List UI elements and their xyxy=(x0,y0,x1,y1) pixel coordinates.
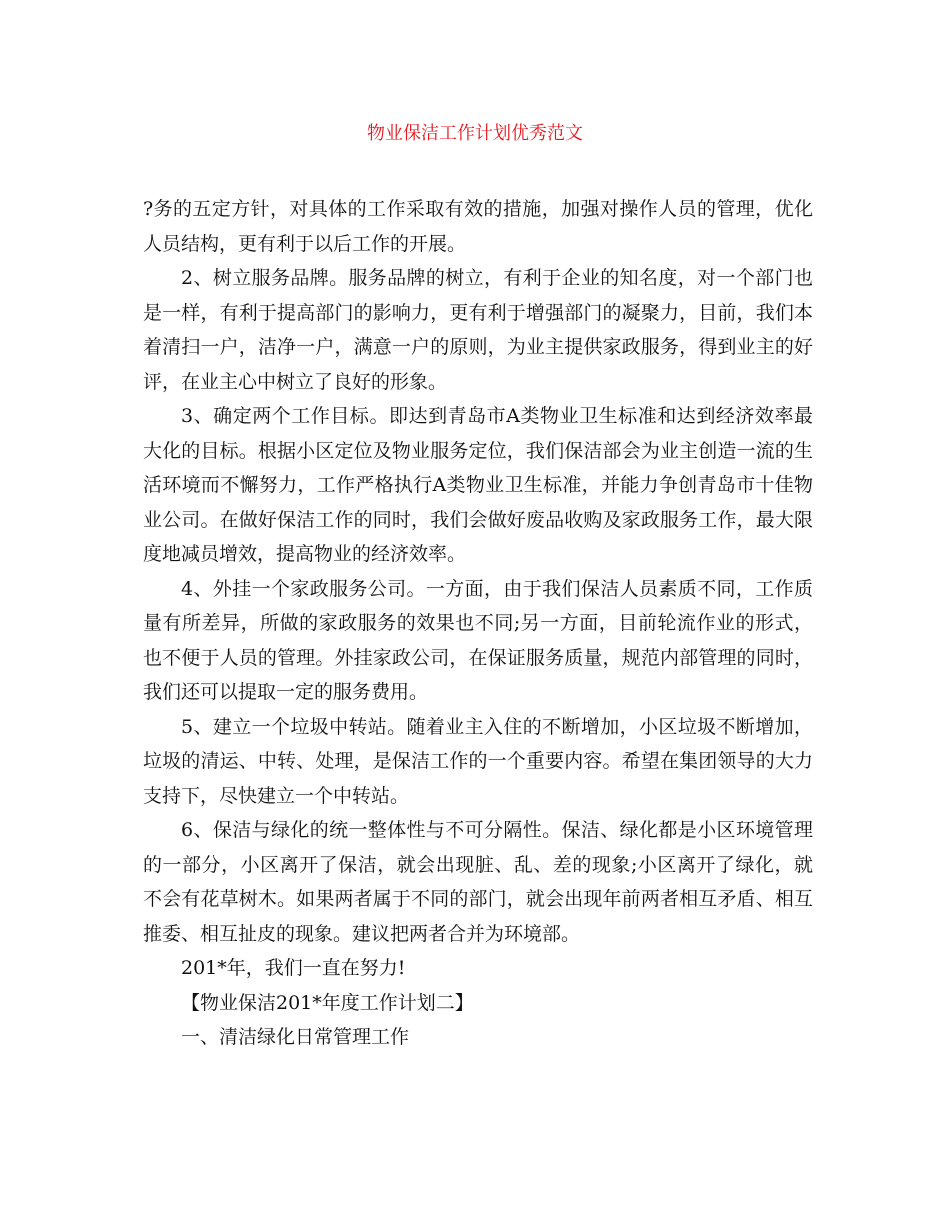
paragraph: 4、外挂一个家政服务公司。一方面，由于我们保洁人员素质不同，工作质量有所差异，所做的家政服务的效果也不同;另一方面，目前轮流作业的形式，也不便于人员的管理。外挂家政公司，在保证服务质量，规范内部管理的同时，我们还可以提取一定的服务费用。 xyxy=(143,577,813,703)
document-title: 物业保洁工作计划优秀范文 xyxy=(367,123,583,144)
document-body xyxy=(143,192,813,1055)
paragraph: ?务的五定方针，对具体的工作采取有效的措施，加强对操作人员的管理，优化人员结构，更有利于以后工作的开展。 xyxy=(143,198,813,255)
section-heading: 【物业保洁201*年度工作计划二】 xyxy=(181,991,474,1014)
subsection-heading: 一、清洁绿化日常管理工作 xyxy=(181,1026,410,1048)
paragraph: 201*年，我们一直在努力! xyxy=(181,957,406,979)
paragraph: 2、树立服务品牌。服务品牌的树立，有利于企业的知名度，对一个部门也是一样，有利于提高部门的影响力，更有利于增强部门的凝聚力，目前，我们本着清扫一户，洁净一户，满意一户的原则，为业主提供家政服务，得到业主的好评，在业主心中树立了良好的形象。 xyxy=(143,267,813,393)
paragraph: 6、保洁与绿化的统一整体性与不可分隔性。保洁、绿化都是小区环境管理的一部分，小区离开了保洁，就会出现脏、乱、差的现象;小区离开了绿化，就不会有花草树木。如果两者属于不同的部门，就会出现年前两者相互矛盾、相互推委、相互扯皮的现象。建议把两者合并为环境部。 xyxy=(143,819,813,945)
paragraph: 3、确定两个工作目标。即达到青岛市A类物业卫生标准和达到经济效率最大化的目标。根据小区定位及物业服务定位，我们保洁部会为业主创造一流的生活环境而不懈努力，工作严格执行A类物业卫生标准，并能力争创青岛市十佳物业公司。在做好保洁工作的同时，我们会做好废品收购及家政服务工作，最大限度地减员增效，提高物业的经济效率。 xyxy=(143,405,813,565)
paragraph: 5、建立一个垃圾中转站。随着业主入住的不断增加，小区垃圾不断增加，垃圾的清运、中转、处理，是保洁工作的一个重要内容。希望在集团领导的大力支持下，尽快建立一个中转站。 xyxy=(143,715,813,807)
